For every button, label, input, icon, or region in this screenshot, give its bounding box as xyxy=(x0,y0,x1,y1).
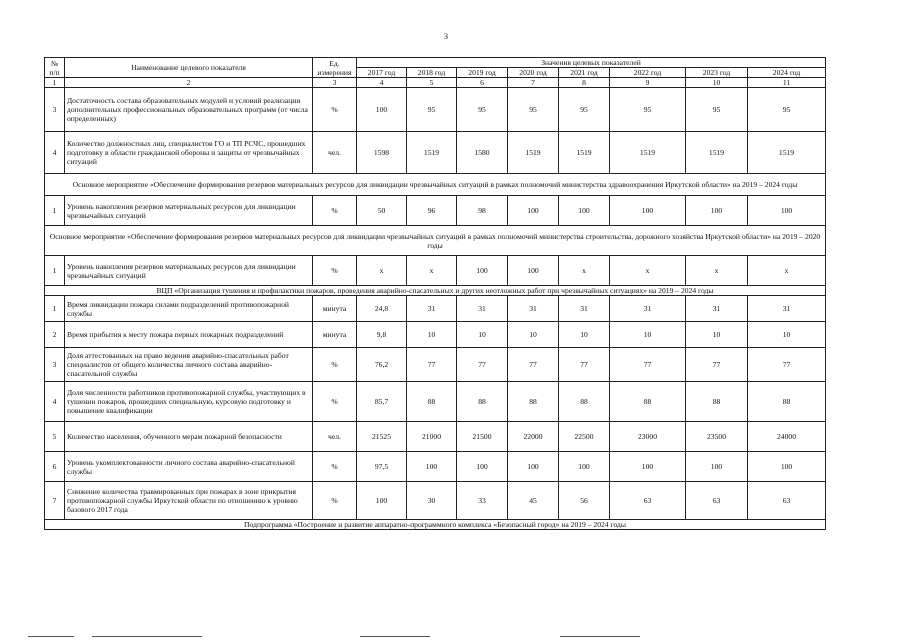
indicator-value: 22500 xyxy=(559,422,610,452)
row-num: 1 xyxy=(45,256,65,286)
indicator-value: 100 xyxy=(559,196,610,226)
section-row xyxy=(45,174,826,196)
indicator-value: 100 xyxy=(457,256,508,286)
row-num: 1 xyxy=(45,296,65,322)
indicator-value: 21000 xyxy=(407,422,457,452)
indicator-unit: % xyxy=(313,348,357,382)
indicator-name: Уровень накопления резервов материальных ресурсов для ликвидации чрезвычайных ситуаций xyxy=(65,256,313,286)
header-year: 2023 год xyxy=(686,68,748,78)
column-number: 11 xyxy=(748,78,826,88)
indicator-value: х xyxy=(357,256,407,286)
indicator-unit: % xyxy=(313,482,357,520)
column-number: 6 xyxy=(457,78,508,88)
indicator-value: 77 xyxy=(610,348,686,382)
indicator-value: 77 xyxy=(508,348,559,382)
indicator-name: Уровень укомплектованности личного состава аварийно-спасательной службы xyxy=(65,452,313,482)
row-num: 6 xyxy=(45,452,65,482)
indicator-value: 77 xyxy=(407,348,457,382)
indicator-unit: минута xyxy=(313,296,357,322)
indicator-value: 1519 xyxy=(407,132,457,174)
indicator-value: 10 xyxy=(508,322,559,348)
indicator-value: 100 xyxy=(559,452,610,482)
indicator-value: 10 xyxy=(559,322,610,348)
indicator-value: 95 xyxy=(457,88,508,132)
indicator-value: х xyxy=(748,256,826,286)
indicator-value: 56 xyxy=(559,482,610,520)
section-row xyxy=(45,286,826,296)
header-year: 2021 год xyxy=(559,68,610,78)
table-row xyxy=(45,88,826,132)
row-num: 5 xyxy=(45,422,65,452)
indicator-value: 77 xyxy=(559,348,610,382)
indicator-value: 97,5 xyxy=(357,452,407,482)
indicator-value: 100 xyxy=(508,256,559,286)
row-num: 7 xyxy=(45,482,65,520)
indicator-value: 10 xyxy=(457,322,508,348)
header-num xyxy=(45,58,65,78)
column-number: 4 xyxy=(357,78,407,88)
indicator-value: х xyxy=(610,256,686,286)
indicator-value: 100 xyxy=(610,452,686,482)
indicator-value: 100 xyxy=(508,196,559,226)
table-row xyxy=(45,322,826,348)
indicator-value: 10 xyxy=(686,322,748,348)
header-year: 2019 год xyxy=(457,68,508,78)
indicator-unit: % xyxy=(313,88,357,132)
indicator-value: 1598 xyxy=(357,132,407,174)
header-name: Наименование целевого показателя xyxy=(65,58,313,78)
indicator-value: 31 xyxy=(407,296,457,322)
indicator-value: 23000 xyxy=(610,422,686,452)
row-num: 2 xyxy=(45,322,65,348)
indicator-value: 88 xyxy=(610,382,686,422)
indicator-value: 77 xyxy=(748,348,826,382)
table-row xyxy=(45,422,826,452)
indicator-unit: % xyxy=(313,196,357,226)
section-title: ВЦП «Организация тушения и профилактики пожаров, проведения аварийно-спасательных и других неотложных работ при чрезвычайных ситуациях» на 2019 – 2024 годы xyxy=(45,286,826,296)
indicator-name: Количество населения, обученного мерам пожарной безопасности xyxy=(65,422,313,452)
indicator-value: 100 xyxy=(748,452,826,482)
column-number: 8 xyxy=(559,78,610,88)
indicator-name: Доля численности работников противопожарной службы, участвующих в тушении пожаров, прошедших специальную, курсовую подготовку и повышение квалификации xyxy=(65,382,313,422)
table-row xyxy=(45,348,826,382)
row-num: 3 xyxy=(45,348,65,382)
indicator-value: 95 xyxy=(407,88,457,132)
section-row xyxy=(45,226,826,256)
column-number: 7 xyxy=(508,78,559,88)
section-title: Основное мероприятие «Обеспечение формирования резервов материальных ресурсов для ликвидации чрезвычайных ситуаций в рамках полномочий министерства здравоохранения Иркутской области» на 2019 – 2024 годы xyxy=(45,174,826,196)
indicator-unit: % xyxy=(313,256,357,286)
indicator-value: 95 xyxy=(508,88,559,132)
indicator-value: 88 xyxy=(748,382,826,422)
indicator-name: Достаточность состава образовательных модулей и условий реализации дополнительных профессиональных образовательных программ (от числа определенных) xyxy=(65,88,313,132)
page-number: 3 xyxy=(444,32,448,41)
indicator-value: 31 xyxy=(686,296,748,322)
indicator-name: Время ликвидации пожара силами подразделений противопожарной службы xyxy=(65,296,313,322)
indicator-value: 21500 xyxy=(457,422,508,452)
indicator-value: х xyxy=(407,256,457,286)
indicator-value: 1519 xyxy=(559,132,610,174)
row-num: 1 xyxy=(45,196,65,226)
indicator-value: 10 xyxy=(610,322,686,348)
indicator-value: 100 xyxy=(610,196,686,226)
indicator-value: 63 xyxy=(686,482,748,520)
indicator-value: 9,8 xyxy=(357,322,407,348)
header-year: 2017 год xyxy=(357,68,407,78)
indicator-value: 1580 xyxy=(457,132,508,174)
indicator-value: 95 xyxy=(610,88,686,132)
indicator-value: 100 xyxy=(686,196,748,226)
indicator-value: 30 xyxy=(407,482,457,520)
indicator-value: 100 xyxy=(508,452,559,482)
indicator-value: 63 xyxy=(610,482,686,520)
indicator-value: 76,2 xyxy=(357,348,407,382)
indicator-value: 88 xyxy=(686,382,748,422)
table-row xyxy=(45,382,826,422)
indicator-value: 100 xyxy=(407,452,457,482)
indicator-name: Время прибытия к месту пожара первых пожарных подразделений xyxy=(65,322,313,348)
indicator-value: 31 xyxy=(457,296,508,322)
indicator-value: х xyxy=(686,256,748,286)
indicator-value: 100 xyxy=(357,88,407,132)
header-year: 2018 год xyxy=(407,68,457,78)
indicator-value: 1519 xyxy=(748,132,826,174)
section-title: Подпрограмма «Построение и развитие аппаратно-программного комплекса «Безопасный город» на 2019 – 2024 годы xyxy=(45,520,826,530)
indicator-name: Доля аттестованных на право ведения аварийно-спасательных работ специалистов от общего количества личного состава аварийно-спасательной службы xyxy=(65,348,313,382)
indicator-value: 85,7 xyxy=(357,382,407,422)
indicator-value: 10 xyxy=(407,322,457,348)
table-row xyxy=(45,482,826,520)
indicator-name: Уровень накопления резервов материальных ресурсов для ликвидации чрезвычайных ситуаций xyxy=(65,196,313,226)
indicator-value: 77 xyxy=(457,348,508,382)
row-num: 4 xyxy=(45,132,65,174)
table-row xyxy=(45,256,826,286)
footer-rule xyxy=(360,636,430,637)
indicator-value: 33 xyxy=(457,482,508,520)
indicator-value: 100 xyxy=(748,196,826,226)
row-num: 3 xyxy=(45,88,65,132)
indicator-value: 45 xyxy=(508,482,559,520)
indicator-value: 100 xyxy=(457,452,508,482)
footer-rule xyxy=(28,636,74,637)
indicator-value: 24,8 xyxy=(357,296,407,322)
header-year: 2024 год xyxy=(748,68,826,78)
indicator-value: 88 xyxy=(457,382,508,422)
indicator-value: 88 xyxy=(407,382,457,422)
footer-rule xyxy=(560,636,640,637)
indicator-value: 31 xyxy=(508,296,559,322)
indicator-value: 95 xyxy=(686,88,748,132)
indicator-value: 1519 xyxy=(508,132,559,174)
indicator-value: 31 xyxy=(748,296,826,322)
column-number: 9 xyxy=(610,78,686,88)
section-title: Основное мероприятие «Обеспечение формирования резервов материальных ресурсов для ликвидации чрезвычайных ситуаций в рамках полномочий министерства строительства, дорожного хозяйства Иркутской области» на 2019 – 2020 годы xyxy=(45,226,826,256)
indicator-value: 23500 xyxy=(686,422,748,452)
indicator-value: 95 xyxy=(748,88,826,132)
header-unit: Ед. измерения xyxy=(313,58,357,78)
column-number: 3 xyxy=(313,78,357,88)
indicator-value: 95 xyxy=(559,88,610,132)
indicator-value: 24000 xyxy=(748,422,826,452)
indicator-value: 100 xyxy=(357,482,407,520)
header-year: 2022 год xyxy=(610,68,686,78)
indicator-name: Снижение количества травмированных при пожарах в зоне прикрытия противопожарной службы Иркутской области по отношению к уровню базового 2017 года xyxy=(65,482,313,520)
indicator-value: 31 xyxy=(610,296,686,322)
header-num-text: № п/п xyxy=(49,58,60,77)
footer-rule xyxy=(92,636,202,637)
indicator-value: 63 xyxy=(748,482,826,520)
indicator-name: Количество должностных лиц, специалистов ГО и ТП РСЧС, прошедших подготовку в области гражданской обороны и защиты от чрезвычайных ситуаций xyxy=(65,132,313,174)
table-row xyxy=(45,132,826,174)
section-row xyxy=(45,520,826,530)
indicator-value: 21525 xyxy=(357,422,407,452)
indicator-value: 50 xyxy=(357,196,407,226)
indicator-value: 31 xyxy=(559,296,610,322)
row-num: 4 xyxy=(45,382,65,422)
indicator-unit: % xyxy=(313,382,357,422)
indicators-table xyxy=(44,57,826,530)
indicator-value: 77 xyxy=(686,348,748,382)
indicator-value: 1519 xyxy=(610,132,686,174)
indicator-value: 96 xyxy=(407,196,457,226)
indicator-unit: чел. xyxy=(313,422,357,452)
indicator-unit: минута xyxy=(313,322,357,348)
indicator-value: х xyxy=(559,256,610,286)
column-number: 5 xyxy=(407,78,457,88)
header-year: 2020 год xyxy=(508,68,559,78)
indicator-unit: чел. xyxy=(313,132,357,174)
header-values-title: Значения целевых показателей xyxy=(357,58,826,68)
column-number: 2 xyxy=(65,78,313,88)
indicator-value: 1519 xyxy=(686,132,748,174)
indicator-unit: % xyxy=(313,452,357,482)
table-row xyxy=(45,452,826,482)
column-number: 10 xyxy=(686,78,748,88)
column-number: 1 xyxy=(45,78,65,88)
indicator-value: 22000 xyxy=(508,422,559,452)
indicator-value: 88 xyxy=(559,382,610,422)
indicator-value: 100 xyxy=(686,452,748,482)
indicator-value: 88 xyxy=(508,382,559,422)
table-row xyxy=(45,296,826,322)
indicator-value: 10 xyxy=(748,322,826,348)
table-row xyxy=(45,196,826,226)
indicator-value: 98 xyxy=(457,196,508,226)
